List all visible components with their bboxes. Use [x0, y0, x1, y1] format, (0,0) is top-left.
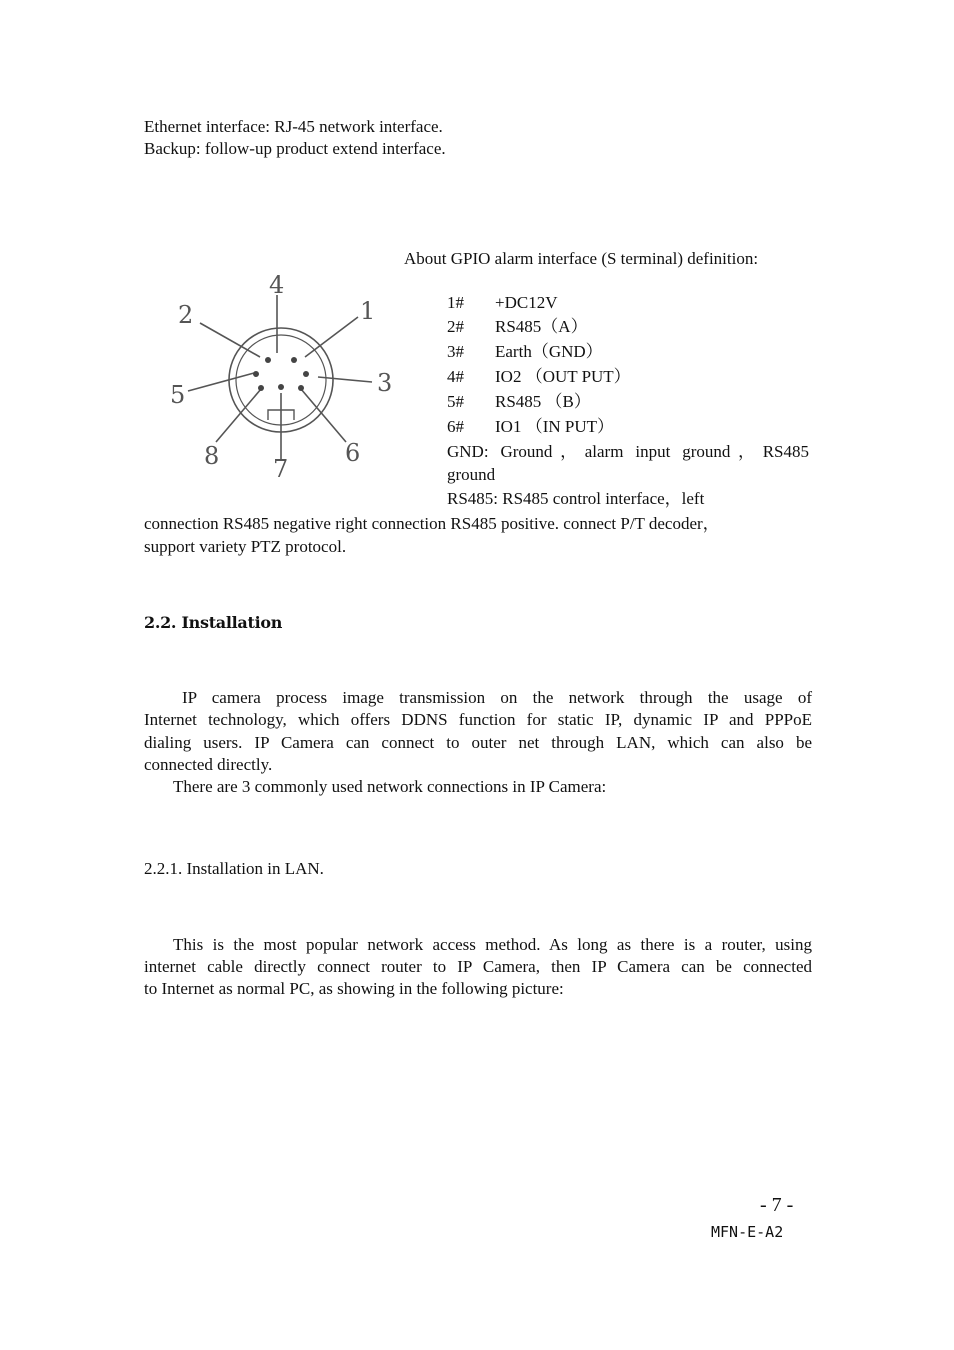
- diagram-label-4: 4: [269, 271, 285, 299]
- pin-number: 4#: [447, 367, 464, 386]
- pin-definition: Earth（GND）: [495, 342, 603, 361]
- gnd-description-line2: ground: [447, 465, 496, 484]
- backup-line: Backup: follow-up product extend interface.: [144, 139, 446, 158]
- install-paragraph-line3: dialing users. IP Camera can connect to outer net through LAN, which can also be: [144, 733, 812, 752]
- install-paragraph-line1: IP camera process image transmission on the network through the usage of: [182, 688, 812, 707]
- pin-definition: RS485 （B）: [495, 392, 591, 411]
- diagram-label-6: 6: [345, 439, 361, 467]
- pin-definition: +DC12V: [495, 293, 558, 312]
- pin-number: 2#: [447, 317, 464, 336]
- pin-definition: RS485（A）: [495, 317, 588, 336]
- gpio-title: About GPIO alarm interface (S terminal) definition:: [404, 249, 759, 268]
- diagram-label-5: 5: [170, 381, 186, 409]
- leader-line-5: [188, 373, 254, 391]
- pin-dot-center: [278, 384, 284, 390]
- pin-dot-1: [291, 357, 297, 363]
- install-paragraph-line4: connected directly.: [144, 755, 273, 774]
- section-heading-installation: 2.2. Installation: [144, 613, 283, 632]
- ethernet-interface-line: Ethernet interface: RJ-45 network interface.: [144, 117, 443, 136]
- diagram-label-7: 7: [273, 455, 289, 483]
- pin-dot-8: [258, 385, 264, 391]
- rs485-description-line1: RS485: RS485 control interface，left: [447, 489, 705, 508]
- gnd-description-line1: GND: Ground，alarm input ground，RS485: [447, 442, 809, 461]
- page-number: - 7 -: [760, 1194, 794, 1216]
- subsection-heading-lan: 2.2.1. Installation in LAN.: [144, 859, 324, 878]
- lan-paragraph-line2: internet cable directly connect router to IP Camera, then IP Camera can be connected: [144, 957, 812, 976]
- pin-number: 6#: [447, 417, 464, 436]
- leader-line-1: [305, 317, 358, 357]
- pin-number: 1#: [447, 293, 464, 312]
- pin-dot-4: [265, 357, 271, 363]
- install-paragraph-line2: Internet technology, which offers DDNS function for static IP, dynamic IP and PPPoE: [144, 710, 812, 729]
- pin-definition: IO1 （IN PUT）: [495, 417, 614, 436]
- pin-dot-5: [253, 371, 259, 377]
- document-code: MFN-E-A2: [711, 1223, 784, 1241]
- rs485-description-line3: support variety PTZ protocol.: [144, 537, 347, 556]
- rs485-description-line2: connection RS485 negative right connection RS485 positive. connect P/T decoder，: [144, 514, 720, 533]
- pin-dot-6: [298, 385, 304, 391]
- connections-intro: There are 3 commonly used network connections in IP Camera:: [173, 777, 607, 796]
- diagram-label-3: 3: [377, 369, 393, 397]
- lan-paragraph-line1: This is the most popular network access method. As long as there is a router, using: [173, 935, 812, 954]
- diagram-label-2: 2: [178, 301, 194, 329]
- leader-line-2: [200, 323, 260, 357]
- pin-number: 3#: [447, 342, 464, 361]
- lan-paragraph-line3: to Internet as normal PC, as showing in the following picture:: [144, 979, 564, 998]
- diagram-label-1: 1: [360, 297, 376, 325]
- gpio-connector-diagram: [160, 265, 405, 490]
- pin-number: 5#: [447, 392, 464, 411]
- pin-dot-3: [303, 371, 309, 377]
- diagram-label-8: 8: [204, 442, 220, 470]
- pin-definition: IO2 （OUT PUT）: [495, 367, 631, 386]
